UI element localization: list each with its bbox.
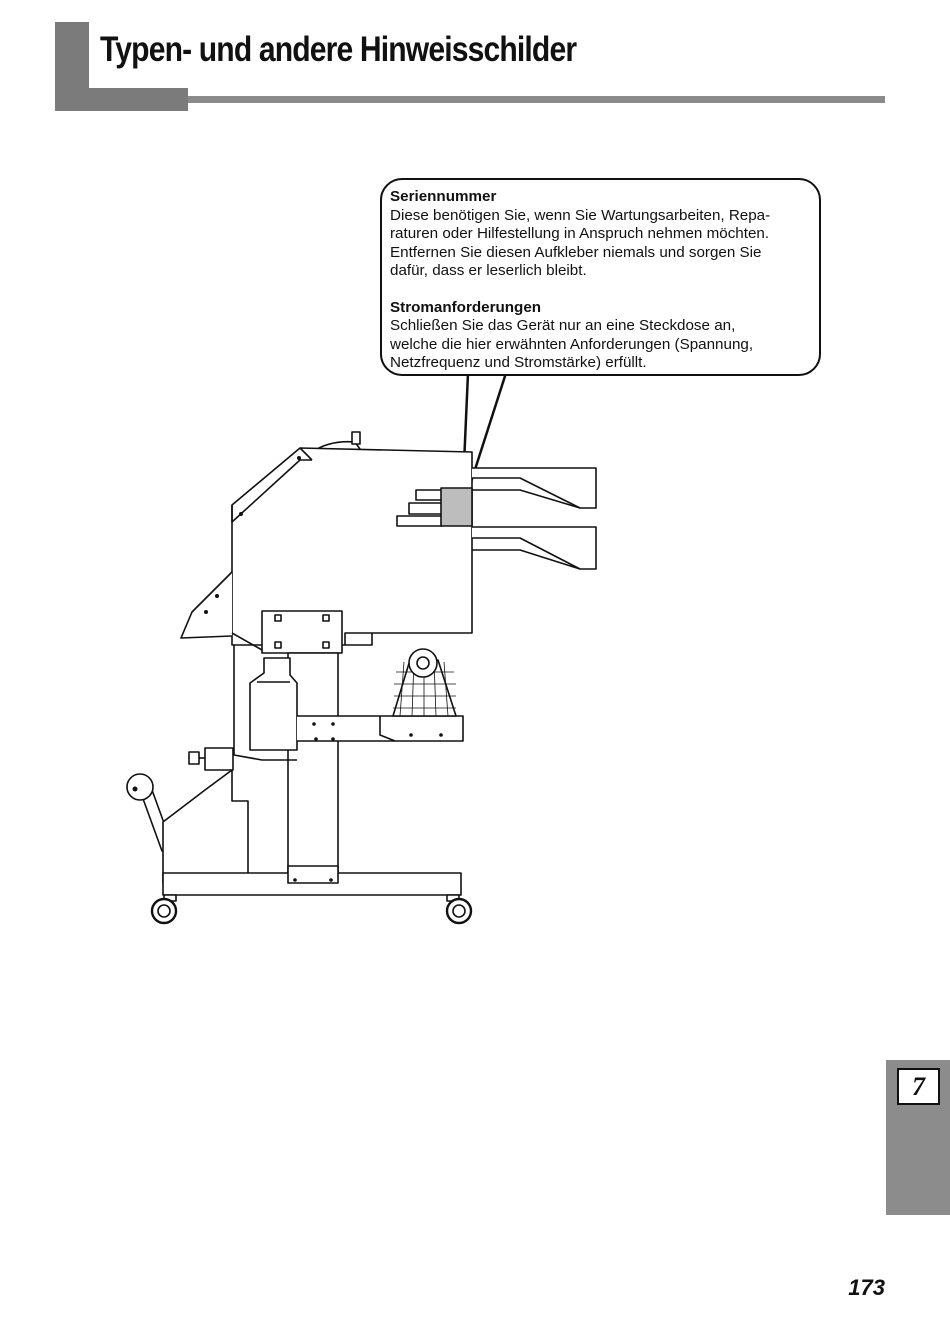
callout-box: [380, 178, 821, 376]
section-heading: Seriennummer: [390, 188, 497, 205]
body-line: raturen oder Hilfestellung in Anspruch nehmen möchten.: [390, 225, 770, 242]
page-number: 173: [848, 1275, 885, 1300]
serial-label: [441, 488, 472, 526]
section-heading: Stromanforderungen: [390, 298, 542, 316]
callout-section-serial: [390, 188, 809, 281]
body-line: Entfernen Sie diesen Aufkleber niemals und sorgen Sie: [390, 243, 762, 261]
callout-section-power: [390, 299, 809, 373]
body-line: Diese benötigen Sie, wenn Sie Wartungsarbeiten, Repa-: [390, 206, 771, 224]
chapter-number: 7: [897, 1068, 940, 1105]
body-line: welche die hier erwähnten Anforderungen (Spannung,: [390, 335, 754, 353]
body-line: Schließen Sie das Gerät nur an eine Steckdose an,: [390, 317, 736, 334]
body-line: Netzfrequenz und Stromstärke) erfüllt.: [390, 354, 647, 371]
page-title: Typen- und andere Hinweisschilder: [100, 30, 577, 69]
body-line: dafür, dass er leserlich bleibt.: [390, 262, 587, 279]
